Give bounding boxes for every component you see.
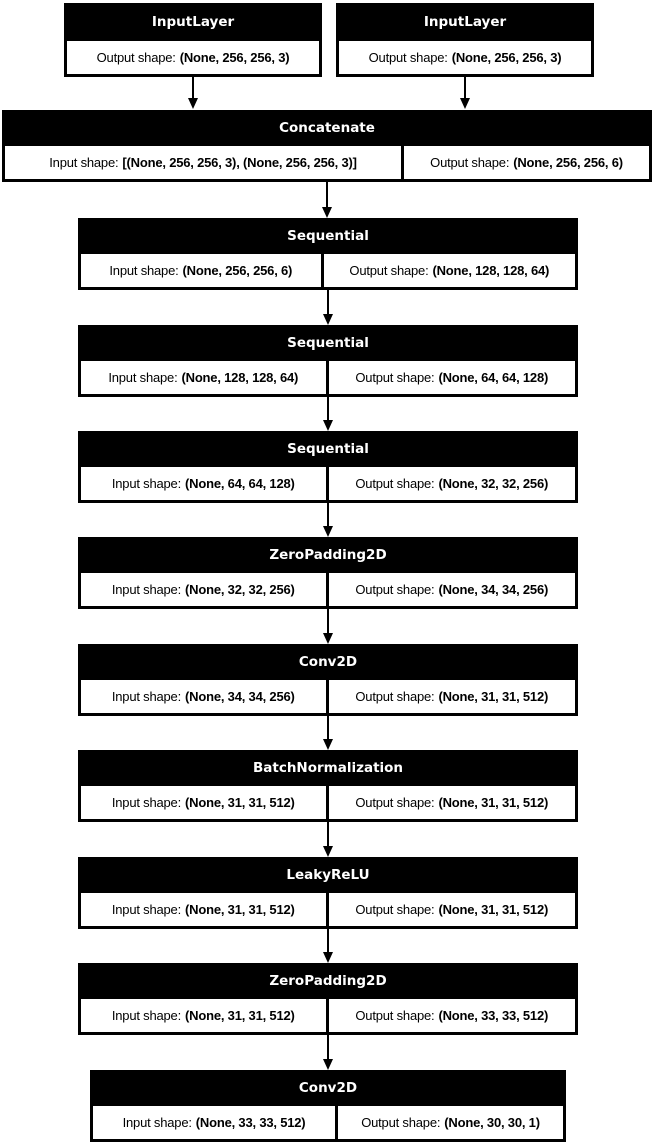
input-shape-value: (None, 33, 33, 512): [195, 1115, 306, 1130]
output-shape-value: (None, 33, 33, 512): [438, 1008, 549, 1023]
output-shape-cell: [324, 254, 575, 287]
edge-arrow: [322, 503, 334, 537]
layer-type-label: Sequential: [287, 441, 369, 457]
output-shape-value: (None, 34, 34, 256): [438, 582, 549, 597]
output-shape-label: Output shape:: [368, 50, 448, 65]
input-shape-cell: [81, 254, 321, 287]
layer-type-label: InputLayer: [151, 14, 235, 30]
node-shape-row: [78, 786, 578, 822]
layer-type-label: LeakyReLU: [286, 867, 370, 883]
output-shape-cell: [329, 573, 575, 606]
output-shape-cell: [329, 680, 575, 713]
output-shape-label: Output shape:: [355, 476, 435, 491]
node-sequential-1: [78, 218, 578, 290]
input-shape-cell: [81, 573, 326, 606]
output-shape-label: Output shape:: [361, 1115, 441, 1130]
node-zeropadding2d-2: [78, 963, 578, 1035]
output-shape-value: (None, 30, 30, 1): [444, 1115, 540, 1130]
node-shape-row: [78, 893, 578, 929]
output-shape-value: (None, 256, 256, 3): [179, 50, 290, 65]
output-shape-label: Output shape:: [355, 370, 435, 385]
node-zeropadding2d-1: [78, 537, 578, 609]
output-shape-cell: [338, 1106, 563, 1139]
output-shape-value: (None, 128, 128, 64): [432, 263, 550, 278]
edge-arrow: [187, 77, 199, 109]
layer-type-label: InputLayer: [423, 14, 507, 30]
input-shape-cell: [81, 893, 326, 926]
output-shape-value: (None, 31, 31, 512): [438, 689, 549, 704]
input-shape-label: Input shape:: [111, 1008, 182, 1023]
output-shape-label: Output shape:: [349, 263, 429, 278]
input-shape-cell: [81, 467, 326, 500]
layer-type-label: ZeroPadding2D: [269, 973, 387, 989]
node-sequential-2: [78, 325, 578, 397]
input-shape-label: Input shape:: [49, 155, 119, 170]
output-shape-cell: [329, 893, 575, 926]
output-shape-label: Output shape:: [355, 795, 435, 810]
input-shape-cell: [5, 146, 401, 179]
output-shape-cell: [329, 467, 575, 500]
input-shape-value: (None, 256, 256, 6): [182, 263, 293, 278]
edge-arrow: [321, 182, 333, 218]
edge-arrow: [322, 929, 334, 963]
output-shape-cell: [329, 999, 575, 1032]
input-shape-value: (None, 34, 34, 256): [185, 689, 295, 704]
input-shape-value: (None, 32, 32, 256): [185, 582, 295, 597]
output-shape-label: Output shape:: [96, 50, 176, 65]
output-shape-value: (None, 31, 31, 512): [438, 902, 549, 917]
output-shape-label: Output shape:: [355, 1008, 435, 1023]
output-shape-label: Output shape:: [355, 902, 435, 917]
edge-arrow: [322, 822, 334, 857]
layer-type-label: ZeroPadding2D: [269, 547, 387, 563]
output-shape-cell: [329, 361, 575, 394]
output-shape-value: (None, 256, 256, 6): [513, 155, 623, 170]
node-shape-row: [64, 41, 322, 77]
layer-type-label: Sequential: [287, 228, 369, 244]
input-shape-label: Input shape:: [111, 689, 182, 704]
input-shape-label: Input shape:: [122, 1115, 192, 1130]
input-shape-value: (None, 31, 31, 512): [185, 902, 295, 917]
node-conv2d-1: [78, 644, 578, 716]
input-shape-value: (None, 128, 128, 64): [181, 370, 299, 385]
edge-arrow: [322, 397, 334, 431]
input-shape-cell: [81, 361, 326, 394]
input-shape-cell: [81, 786, 326, 819]
output-shape-label: Output shape:: [355, 689, 435, 704]
layer-type-label: Conv2D: [298, 654, 358, 670]
output-shape-value: (None, 64, 64, 128): [438, 370, 549, 385]
edge-arrow: [322, 1035, 334, 1070]
edge-arrow: [322, 716, 334, 750]
input-shape-value: (None, 64, 64, 128): [185, 476, 295, 491]
node-shape-row: [78, 680, 578, 716]
node-inputlayer-2: [336, 3, 594, 77]
edge-arrow: [322, 609, 334, 644]
output-shape-cell: [404, 146, 649, 179]
input-shape-label: Input shape:: [109, 263, 179, 278]
node-concatenate: [2, 110, 652, 182]
output-shape-value: (None, 32, 32, 256): [438, 476, 549, 491]
layer-type-label: Sequential: [287, 335, 369, 351]
node-batchnormalization: [78, 750, 578, 822]
output-shape-label: Output shape:: [355, 582, 435, 597]
node-shape-row: [78, 467, 578, 503]
node-shape-row: [78, 999, 578, 1035]
layer-type-label: Concatenate: [279, 120, 375, 136]
input-shape-cell: [93, 1106, 335, 1139]
node-sequential-3: [78, 431, 578, 503]
output-shape-value: (None, 31, 31, 512): [438, 795, 549, 810]
input-shape-cell: [81, 680, 326, 713]
node-inputlayer-1: [64, 3, 322, 77]
edge-arrow: [459, 77, 471, 109]
layer-type-label: BatchNormalization: [252, 760, 404, 776]
edge-arrow: [322, 290, 334, 325]
input-shape-label: Input shape:: [111, 902, 182, 917]
node-shape-row: [2, 146, 652, 182]
output-shape-label: Output shape:: [430, 155, 510, 170]
layer-type-label: Conv2D: [298, 1080, 358, 1096]
node-shape-row: [78, 573, 578, 609]
input-shape-cell: [81, 999, 326, 1032]
input-shape-label: Input shape:: [111, 582, 182, 597]
output-shape-cell: [329, 786, 575, 819]
node-shape-row: [78, 361, 578, 397]
output-shape-value: (None, 256, 256, 3): [451, 50, 562, 65]
output-shape-cell: [339, 41, 591, 74]
output-shape-cell: [67, 41, 319, 74]
input-shape-value: (None, 31, 31, 512): [185, 1008, 295, 1023]
node-conv2d-2: [90, 1070, 566, 1142]
node-leakyrelu: [78, 857, 578, 929]
node-shape-row: [90, 1106, 566, 1142]
input-shape-label: Input shape:: [111, 795, 182, 810]
node-shape-row: [78, 254, 578, 290]
input-shape-label: Input shape:: [108, 370, 178, 385]
node-shape-row: [336, 41, 594, 77]
input-shape-value: (None, 31, 31, 512): [185, 795, 295, 810]
input-shape-value: [(None, 256, 256, 3), (None, 256, 256, 3)]: [122, 155, 357, 170]
input-shape-label: Input shape:: [111, 476, 182, 491]
